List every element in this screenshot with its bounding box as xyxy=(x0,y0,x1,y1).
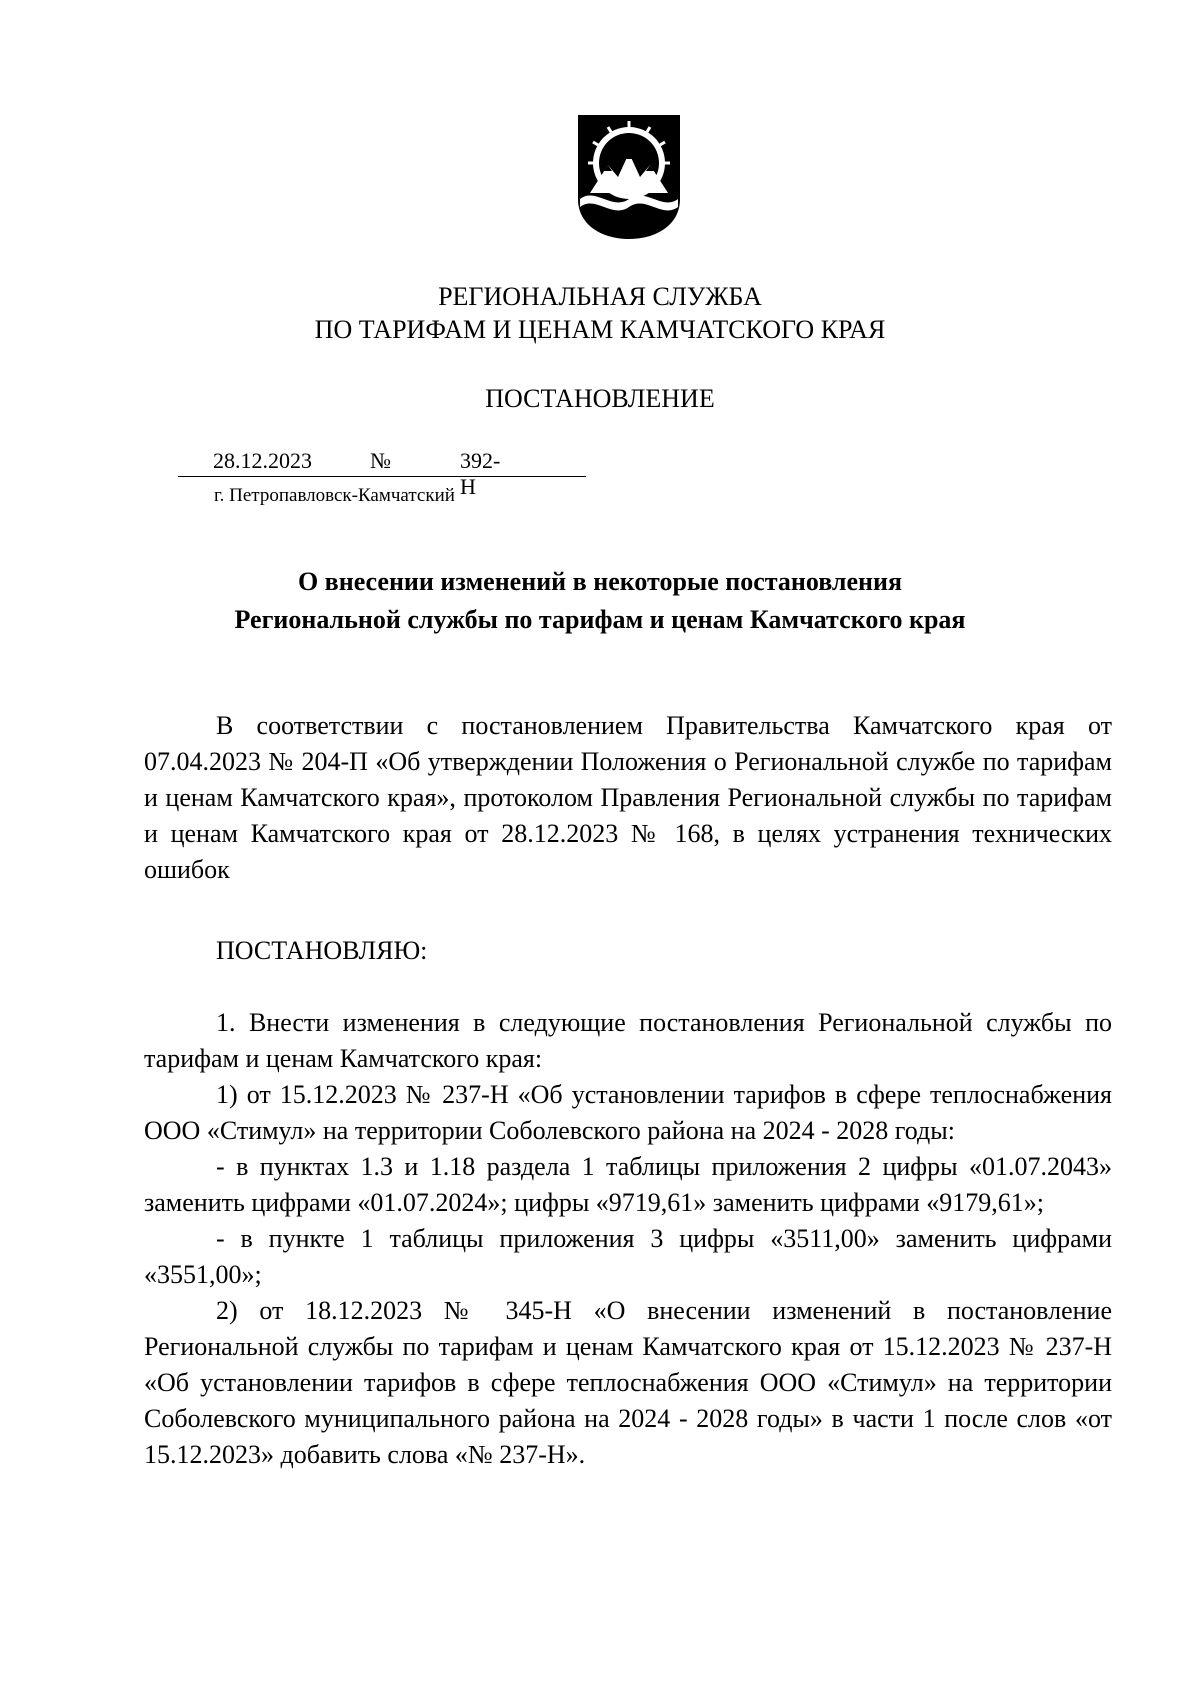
number-sign: № xyxy=(370,448,391,473)
preamble-paragraph: В соответствии с постановлением Правительства Камчатского края от 07.04.2023 № 204-П «Об утверждении Положения о Региональной службе по тарифам и ценам Камчатского края», протоколом Правления Региональной службы по тарифам и ценам Камчатского края от 28.12.2023 № 168, в целях устранения технических ошибок xyxy=(144,711,1112,884)
item-paragraph: 1. Внести изменения в следующие постановления Региональной службы по тарифам и ценам Камчатского края: xyxy=(144,1008,1112,1073)
item-paragraph: - в пункте 1 таблицы приложения 3 цифры «3511,00» заменить цифрами «3551,00»; xyxy=(144,1224,1112,1289)
kamchatka-coat-of-arms-icon xyxy=(576,113,682,241)
resolve-section xyxy=(144,933,1112,969)
preamble xyxy=(144,708,1112,888)
place-of-issue: г. Петропавловск-Камчатский xyxy=(214,485,455,506)
item-paragraph: - в пунктах 1.3 и 1.18 раздела 1 таблицы приложения 2 цифры «01.07.2043» заменить цифрами «01.07.2024»; цифры «9719,61» заменить цифрами «9179,61»; xyxy=(144,1152,1112,1217)
document-date: 28.12.2023 xyxy=(213,448,312,473)
document-number: 392-Н xyxy=(460,448,501,499)
document-title-line1: О внесении изменений в некоторые постановления xyxy=(297,567,903,596)
resolution-items xyxy=(144,1005,1112,1473)
agency-name xyxy=(0,280,1200,346)
agency-name-line2: ПО ТАРИФАМ И ЦЕНАМ КАМЧАТСКОГО КРАЯ xyxy=(314,315,886,344)
document-type: ПОСТАНОВЛЕНИЕ xyxy=(485,384,715,413)
agency-name-line1: РЕГИОНАЛЬНАЯ СЛУЖБА xyxy=(438,282,762,311)
document-title xyxy=(0,563,1200,639)
item-paragraph: 2) от 18.12.2023 № 345-Н «О внесении изменений в постановление Региональной службы по тарифам и ценам Камчатского края от 15.12.2023 № 237-Н «Об установлении тарифов в сфере теплоснабжения ООО «Стимул» на территории Соболевского муниципального района на 2024 - 2028 годы» в части 1 после слов «от 15.12.2023» добавить слова «№ 237-Н». xyxy=(144,1296,1112,1469)
document-title-line2: Региональной службы по тарифам и ценам Камчатского края xyxy=(234,605,966,634)
item-paragraph: 1) от 15.12.2023 № 237-Н «Об установлении тарифов в сфере теплоснабжения ООО «Стимул» на территории Соболевского района на 2024 - 2028 годы: xyxy=(144,1080,1112,1145)
date-number-underline xyxy=(178,476,586,477)
resolve-heading: ПОСТАНОВЛЯЮ: xyxy=(216,936,428,965)
